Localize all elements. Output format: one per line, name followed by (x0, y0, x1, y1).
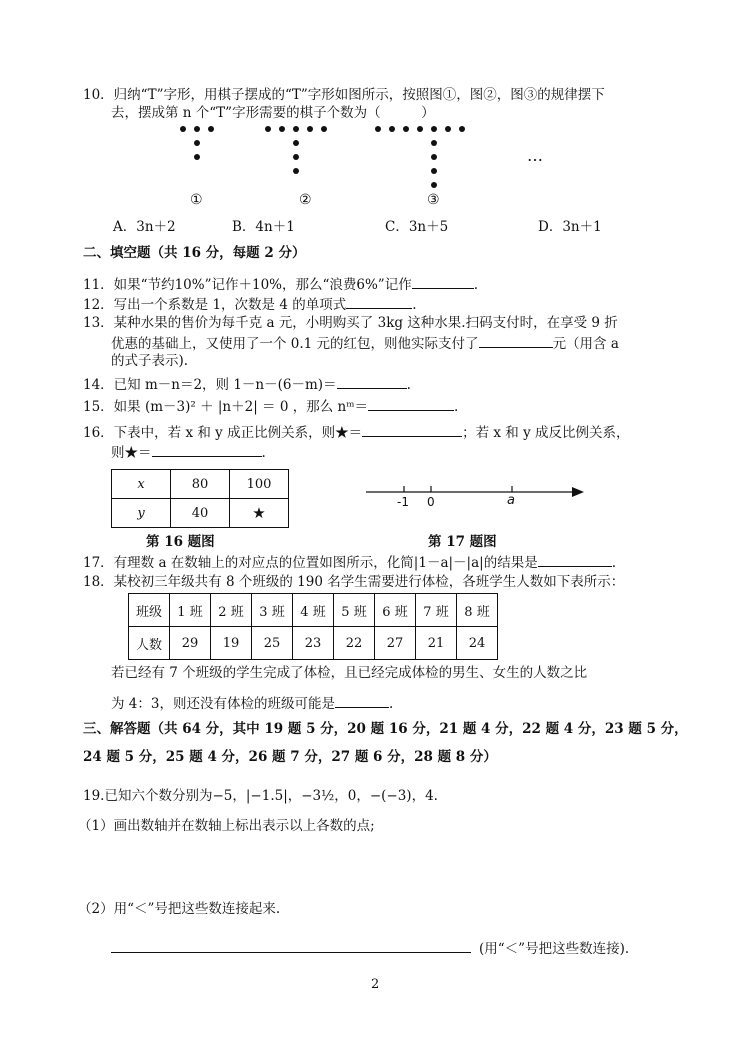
q13-line2a: 优惠的基础上，又使用了一个 0.1 元的红包，则他实际支付了 (111, 336, 479, 352)
q15-end: . (454, 399, 459, 415)
page-number: 2 (371, 977, 380, 992)
q13-line3: 的式子表示). (111, 353, 189, 369)
q19-part2: （2）用“＜”号把这些数连接起来. (78, 901, 281, 917)
label-a: a (507, 493, 515, 508)
table-cell: 24 (457, 627, 498, 660)
q18-after1: 若已经有 7 个班级的学生完成了体检，且已经完成体检的男生、女生的人数之比 (111, 665, 588, 681)
q17-caption: 第 17 题图 (428, 534, 497, 550)
table-cell: 29 (170, 627, 211, 660)
q16-caption: 第 16 题图 (146, 534, 215, 550)
q11-end: . (473, 277, 479, 293)
q19-part1: （1）画出数轴并在数轴上标出表示以上各数的点; (78, 818, 375, 834)
q11-blank (412, 274, 474, 289)
table-cell: 人数 (129, 627, 170, 660)
q12-end: . (412, 297, 417, 313)
table-header-cell: 2 班 (211, 594, 252, 627)
section3-line1: 三、解答题（共 64 分，其中 19 题 5 分，20 题 16 分，21 题 4 分，22 题 4 分，23 题 5 分， (83, 721, 688, 737)
q17 (83, 552, 616, 572)
q11-text: 11．如果“节约10%”记作＋10%，那么“浪费6%”记作 (83, 277, 412, 293)
q16-line2-text: 则★＝ (111, 445, 152, 461)
q16-line1b: ；若 x 和 y 成反比例关系， (462, 425, 630, 441)
q17-text: 17．有理数 a 在数轴上的对应点的位置如图所示，化简|1－a|－|a|的结果是 (83, 555, 538, 571)
option-b: B．4n＋1 (232, 219, 295, 235)
label-minus-one: -1 (397, 495, 409, 509)
q16-end: . (261, 445, 266, 461)
table-row (129, 594, 498, 627)
table-cell: ★ (230, 499, 289, 528)
table-cell: 40 (171, 499, 230, 528)
figure-label-1: ① (190, 192, 203, 208)
section2-title: 二、填空题（共 16 分，每题 2 分） (83, 245, 306, 261)
q19-answer-line (111, 938, 629, 958)
table-header-cell: 5 班 (334, 594, 375, 627)
table-header-cell: 7 班 (416, 594, 457, 627)
q17-end: . (611, 555, 616, 571)
q14-text: 14．已知 m－n＝2，则 1－n－(6－m)＝ (83, 377, 337, 393)
q16-table (111, 469, 289, 528)
option-a: A．3n＋2 (113, 219, 176, 235)
label-zero: 0 (427, 495, 435, 509)
option-c: C．3n＋5 (385, 219, 449, 235)
q16-line2 (111, 442, 266, 462)
table-header-cell: 3 班 (252, 594, 293, 627)
q11 (83, 274, 478, 294)
q16-line1 (83, 422, 630, 442)
q12-blank (346, 294, 412, 309)
table-header-cell: 6 班 (375, 594, 416, 627)
q18-after2-text: 为 4：3，则还没有体检的班级可能是 (111, 696, 335, 712)
table-header-cell: 班级 (129, 594, 170, 627)
q15-text: 15．如果 (m－3)² ＋ |n＋2| ＝ 0 ，那么 nᵐ＝ (83, 399, 368, 415)
q18-end: . (388, 696, 394, 712)
figure-label-2: ② (299, 192, 312, 208)
q19-intro: 19.已知六个数分别为−5，|−1.5|，−3½，0，−(−3)，4. (83, 788, 438, 804)
table-row (112, 470, 289, 499)
q12 (83, 294, 417, 314)
q16-blank2 (152, 442, 262, 457)
option-d: D．3n＋1 (538, 219, 602, 235)
table-cell: y (112, 499, 171, 528)
table-header-cell: 4 班 (293, 594, 334, 627)
q17-blank (538, 552, 612, 567)
number-line-arrow (572, 487, 584, 497)
ellipsis: … (527, 146, 543, 165)
q18-after2 (111, 693, 393, 713)
q18-table (128, 593, 498, 660)
q13-line2b: 元（用含 a (552, 336, 619, 352)
q19-answer-blank (111, 938, 471, 953)
q13-blank (479, 333, 553, 348)
table-cell: 27 (375, 627, 416, 660)
q13-line2 (111, 333, 619, 353)
section3-line2: 24 题 5 分，25 题 4 分，26 题 7 分，27 题 6 分，28 题 8 分） (83, 749, 497, 765)
q14 (83, 374, 411, 394)
table-row (112, 499, 289, 528)
figure-label-3: ③ (427, 192, 440, 208)
table-cell: 80 (171, 470, 230, 499)
q10-line1: 10．归纳“T”字形，用棋子摆成的“T”字形如图所示，按照图①，图②，图③的规律摆下 (83, 87, 605, 103)
q19-answer-hint: (用“＜”号把这些数连接). (479, 941, 630, 957)
q15 (83, 396, 458, 416)
table-header-cell: 8 班 (457, 594, 498, 627)
q14-end: . (406, 377, 411, 393)
q16-line1a: 16．下表中，若 x 和 y 成正比例关系，则★＝ (83, 425, 363, 441)
q16-blank1 (362, 422, 462, 437)
q14-blank (337, 374, 407, 389)
table-cell: x (112, 470, 171, 499)
q15-blank (368, 396, 454, 411)
table-cell: 22 (334, 627, 375, 660)
table-cell: 23 (293, 627, 334, 660)
table-row (129, 627, 498, 660)
q18-blank (335, 693, 389, 708)
table-cell: 21 (416, 627, 457, 660)
q13-line1: 13．某种水果的售价为每千克 a 元，小明购买了 3kg 这种水果.扫码支付时，在享受 9 折 (83, 315, 618, 331)
table-cell: 19 (211, 627, 252, 660)
q12-text: 12．写出一个系数是 1，次数是 4 的单项式 (83, 297, 347, 313)
q18-text: 18．某校初三年级共有 8 个班级的 190 名学生需要进行体检，各班学生人数如下表所示： (83, 574, 625, 590)
table-header-cell: 1 班 (170, 594, 211, 627)
q10-line2: 去，摆成第 n 个“T”字形需要的棋子个数为（ ） (111, 105, 435, 121)
table-cell: 25 (252, 627, 293, 660)
table-cell: 100 (230, 470, 289, 499)
